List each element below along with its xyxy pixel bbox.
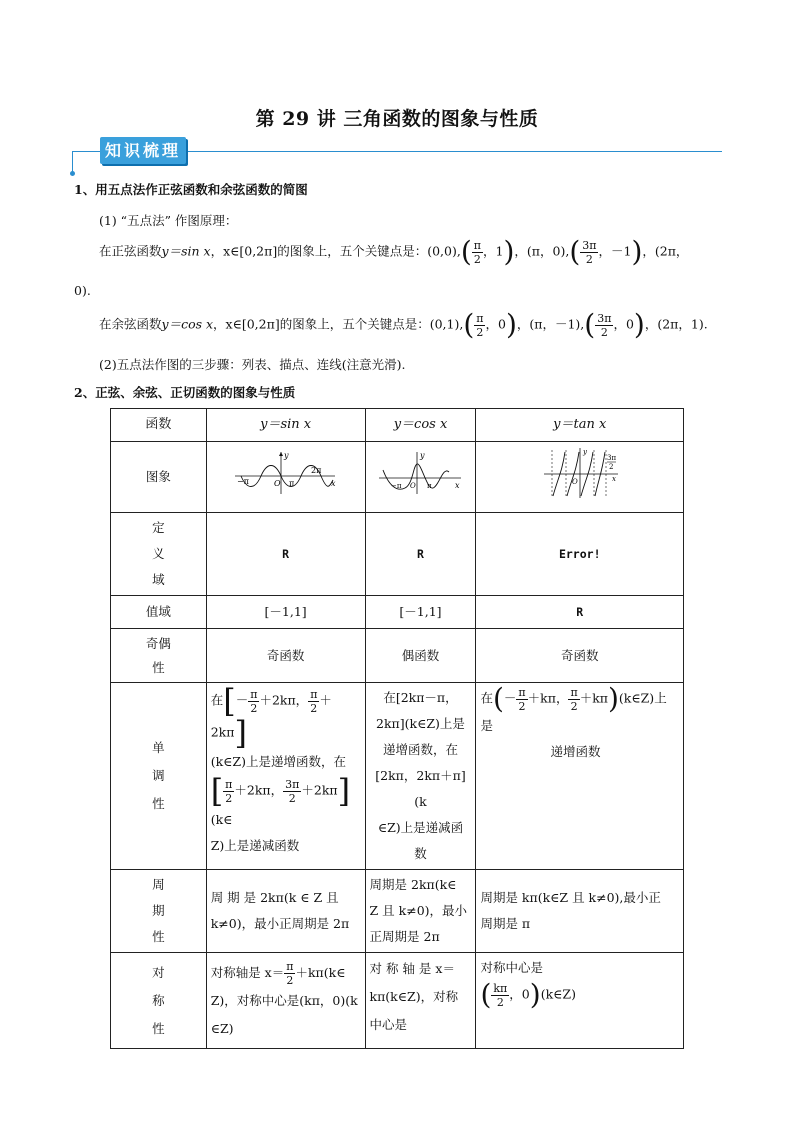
sin-domain: R bbox=[206, 513, 365, 596]
table-row-parity bbox=[111, 629, 684, 683]
item1-sub2: (2)五点法作图的三步骤：列表、描点、连线(注意光滑). bbox=[99, 357, 406, 372]
tan-monotonicity: 在(－ $\frac{\pi}{2}$ ＋kπ， $\frac{\pi}{2}$ ＋kπ)(k∈Z)上是 递增函数 bbox=[476, 683, 684, 870]
svg-text:π: π bbox=[427, 482, 433, 490]
cos-keypoints-line: 在余弦函数y＝cos x，x∈[0,2π]的图象上，五个关键点是：(0,1),( $\frac{\pi}{2}$ ，0)，(π，－1),( $\frac{3\pi}{2}$ ，0)，(2π，1). bbox=[99, 308, 708, 341]
section-badge: 知识梳理 bbox=[100, 137, 186, 164]
cos-parity: 偶函数 bbox=[365, 629, 476, 683]
sin-period: 周 期 是 2kπ(k ∈ Z 且 k≠0)，最小正周期是 2π bbox=[206, 870, 365, 953]
svg-text:π: π bbox=[288, 479, 294, 488]
table-row-range bbox=[111, 596, 684, 629]
table-row-domain bbox=[111, 513, 684, 596]
svg-text:−π: −π bbox=[391, 482, 402, 490]
table-row-period bbox=[111, 870, 684, 953]
item1-sub1: (1) “五点法” 作图原理： bbox=[99, 213, 238, 228]
header-cell: y＝cos x bbox=[365, 409, 476, 442]
tan-symmetry: 对称中心是 ( $\frac{k\pi}{2}$ ，0)(k∈Z) bbox=[476, 953, 684, 1049]
sin-graph-cell bbox=[206, 442, 365, 513]
row-label: 值域 bbox=[111, 596, 207, 629]
section-divider-vertical bbox=[72, 151, 73, 173]
cos-symmetry: 对 称 轴 是 x＝ kπ(k∈Z)，对称 中心是 bbox=[365, 953, 476, 1049]
svg-text:x: x bbox=[330, 479, 336, 488]
table-header-row bbox=[111, 409, 684, 442]
header-cell: 函数 bbox=[111, 409, 207, 442]
cos-graph bbox=[375, 446, 465, 498]
cos-range: [－1,1] bbox=[365, 596, 476, 629]
item1-heading: 1、用五点法作正弦函数和余弦函数的简图 bbox=[74, 182, 308, 197]
svg-text:O: O bbox=[273, 479, 281, 488]
header-cell: y＝sin x bbox=[206, 409, 365, 442]
svg-text:O: O bbox=[571, 478, 578, 486]
cos-monotonicity: 在[2kπ－π， 2kπ](k∈Z)上是 递增函数，在 [2kπ，2kπ＋π](k ∈Z)上是递减函 数 bbox=[365, 683, 476, 870]
cos-domain: R bbox=[365, 513, 476, 596]
sin-keypoints-wrap: 0). bbox=[74, 283, 91, 298]
sin-parity: 奇函数 bbox=[206, 629, 365, 683]
table-row-monotonicity bbox=[111, 683, 684, 870]
sin-symmetry: 对称轴是 x＝ $\frac{\pi}{2}$ ＋kπ(k∈ Z)，对称中心是(kπ，0)(k ∈Z) bbox=[206, 953, 365, 1049]
table-row-graph bbox=[111, 442, 684, 513]
row-label: 奇偶 性 bbox=[111, 629, 207, 683]
svg-text:x: x bbox=[455, 481, 460, 490]
svg-text:y: y bbox=[582, 448, 587, 456]
row-label: 单 调 性 bbox=[111, 683, 207, 870]
tan-graph-cell bbox=[476, 442, 684, 513]
sin-monotonicity: 在[－ $\frac{\pi}{2}$ ＋2kπ， $\frac{\pi}{2}$ ＋2kπ] (k∈Z)上是递增函数，在 [ $\frac{\pi}{2}$ ＋2kπ， $\frac{3\pi}{2}$ ＋2kπ](k∈ Z)上是递减函数 bbox=[206, 683, 365, 870]
section-header bbox=[72, 137, 722, 177]
row-label: 周 期 性 bbox=[111, 870, 207, 953]
svg-text:−π: −π bbox=[236, 477, 249, 486]
tan-graph bbox=[540, 444, 620, 500]
sin-graph bbox=[231, 446, 341, 498]
svg-text:y: y bbox=[283, 451, 289, 460]
cos-graph-cell bbox=[365, 442, 476, 513]
svg-text:x: x bbox=[611, 475, 616, 483]
svg-text:y: y bbox=[420, 451, 426, 460]
row-label: 图象 bbox=[111, 442, 207, 513]
table-row-symmetry bbox=[111, 953, 684, 1049]
item2-heading: 2、正弦、余弦、正切函数的图象与性质 bbox=[74, 385, 296, 400]
sin-range: [－1,1] bbox=[206, 596, 365, 629]
tan-range: R bbox=[476, 596, 684, 629]
section-dot bbox=[70, 171, 75, 176]
page-title: 第 29 讲 三角函数的图象与性质 bbox=[255, 108, 539, 130]
sin-keypoints-line: 在正弦函数y＝sin x，x∈[0,2π]的图象上，五个关键点是：(0,0),( $\frac{\pi}{2}$ ，1)，(π，0),( $\frac{3\pi}{2}$ ，－1)，(2π， bbox=[99, 235, 689, 268]
svg-text:2: 2 bbox=[608, 463, 614, 471]
trig-properties-table bbox=[110, 408, 684, 1049]
tan-parity: 奇函数 bbox=[476, 629, 684, 683]
cos-period: 周期是 2kπ(k∈ Z 且 k≠0)，最小 正周期是 2π bbox=[365, 870, 476, 953]
tan-period: 周期是 kπ(k∈Z 且 k≠0),最小正 周期是 π bbox=[476, 870, 684, 953]
row-label: 定 义 域 bbox=[111, 513, 207, 596]
header-cell: y＝tan x bbox=[476, 409, 684, 442]
svg-text:O: O bbox=[410, 482, 417, 490]
svg-text:3π: 3π bbox=[606, 454, 616, 462]
tan-domain: Error! bbox=[476, 513, 684, 596]
row-label: 对 称 性 bbox=[111, 953, 207, 1049]
svg-text:2π: 2π bbox=[310, 466, 321, 475]
